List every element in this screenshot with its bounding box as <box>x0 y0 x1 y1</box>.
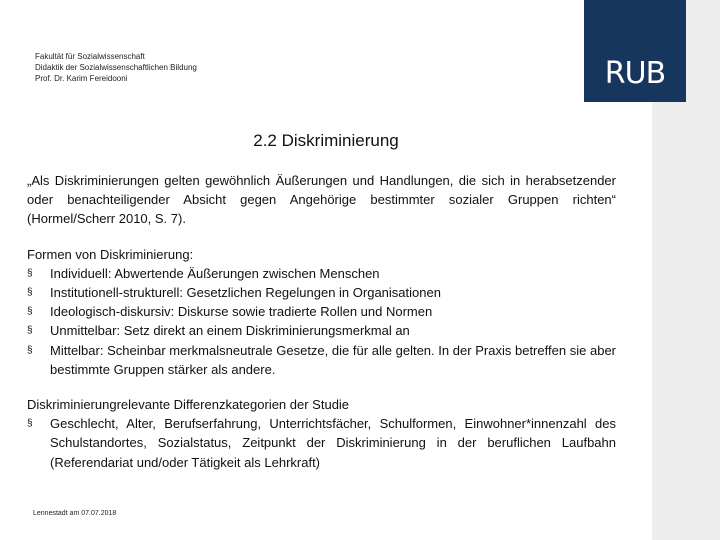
list-item <box>27 321 616 340</box>
list-item-text: Institutionell-strukturell: Gesetzlichen Regelungen in Organisationen <box>50 285 441 301</box>
department-line: Didaktik der Sozialwissenschaftlichen Bildung <box>35 63 197 72</box>
bullet-icon: § <box>27 287 33 299</box>
slide-title: 2.2 Diskriminierung <box>253 131 399 150</box>
forms-heading: Formen von Diskriminierung: <box>27 246 194 262</box>
categories-section <box>27 395 616 472</box>
list-item <box>27 264 616 283</box>
slide-content <box>27 171 616 472</box>
list-item <box>27 283 616 302</box>
list-item <box>27 341 616 379</box>
categories-heading: Diskriminierungrelevante Differenzkategorien der Studie <box>27 397 350 413</box>
bullet-icon: § <box>27 344 33 356</box>
list-item-text: Mittelbar: Scheinbar merkmalsneutrale Gesetze, die für alle gelten. In der Praxis betreffen sie aber bestimmte Gruppen stärker als andere. <box>50 342 616 377</box>
faculty-line: Fakultät für Sozialwissenschaft <box>35 52 145 61</box>
definition-quote: „Als Diskriminierungen gelten gewöhnlich Äußerungen und Handlungen, die sich in herabsetzender oder benachteiligender Absicht gegen Angehörige bestimmter sozialer Gruppen richten“ (Hormel/Scherr 2010, S. 7). <box>27 173 616 227</box>
list-item <box>27 414 616 472</box>
bullet-icon: § <box>27 418 33 430</box>
list-item-text: Ideologisch-diskursiv: Diskurse sowie tradierte Rollen und Normen <box>50 304 433 320</box>
forms-section <box>27 245 616 379</box>
footer-date: Lennestadt am 07.07.2018 <box>33 510 117 517</box>
bullet-icon: § <box>27 306 33 318</box>
professor-line: Prof. Dr. Karim Fereidooni <box>35 74 128 83</box>
forms-list <box>27 264 616 379</box>
list-item-text: Unmittelbar: Setz direkt an einem Diskriminierungsmerkmal an <box>50 323 410 339</box>
bullet-icon: § <box>27 325 33 337</box>
faculty-header <box>35 51 197 84</box>
bullet-icon: § <box>27 267 33 279</box>
list-item <box>27 302 616 321</box>
rub-logo-text: RUB <box>604 56 666 91</box>
categories-list <box>27 414 616 472</box>
list-item-text: Geschlecht, Alter, Berufserfahrung, Unterrichtsfächer, Schulformen, Einwohner*innenzahl des Schulstandortes, Sozialstatus, Zeitpunkt der Diskriminierung in der beruflichen Laufbahn (Referendariat und/oder Tätigkeit als Lehrkraft) <box>50 416 616 470</box>
rub-logo <box>584 0 686 102</box>
list-item-text: Individuell: Abwertende Äußerungen zwischen Menschen <box>50 265 380 281</box>
